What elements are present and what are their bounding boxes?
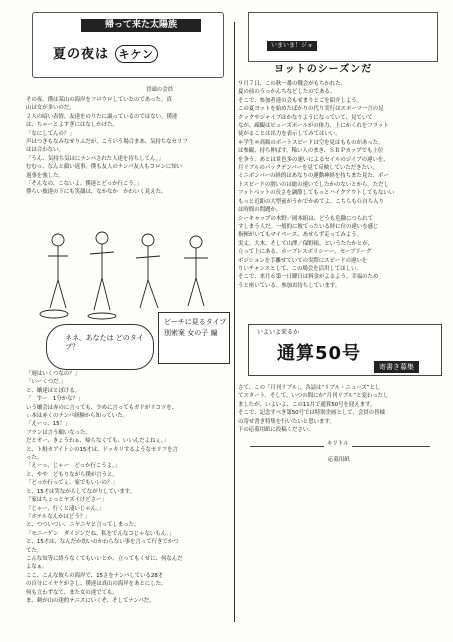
dialogue-line: ま、刺が山の達的テニスにいくぞ、そしてナンパだ。 bbox=[26, 597, 155, 604]
body-line: この夏ヨットを始めたばかりの代り実行はスポーツ一言の見 bbox=[238, 106, 384, 113]
body-line: すしまう人だ。一般的に彼てったいる時に位の違いを感じ bbox=[238, 223, 379, 230]
dialogue-line: と、つついつい、ニヤニヤと言ってしまった。 bbox=[26, 522, 140, 529]
dialogue-line: 「 すー 1分かな？」 bbox=[26, 396, 84, 403]
intro-line: その夜、僕は某山の海岸をフロウロしていたのであった。真 bbox=[26, 97, 172, 103]
form-title: 応募用紙 bbox=[328, 457, 350, 463]
intro-line: 僕らい彼達の下にも笑顔は、なかなか かわいく見えた。 bbox=[26, 189, 167, 196]
intro-line: ２人の暗い表情。友達をのりたに謳っているのではない。僕達 bbox=[26, 113, 178, 120]
body-line: もっと近距の大型前がうかでかめてよ、こちらもＧ自ら入り bbox=[238, 198, 384, 205]
body-line: 立って上にある。ホーブレスボリシーー、セーブリーグ bbox=[238, 249, 372, 256]
right-title-box bbox=[248, 12, 438, 62]
cut-label: キリトル bbox=[324, 440, 352, 448]
body-line: りいチャンスとして、この場会を活用してほしい。 bbox=[238, 265, 362, 272]
body-line: シーキャップの木野／岡本組は、どうも危険につられて bbox=[238, 215, 373, 222]
dialogue-line: よなぁ。 bbox=[26, 564, 48, 571]
body-line: は参観、持ち伸ばす。稀い人のまき、ＳＲＰカップでも上位 bbox=[238, 148, 384, 155]
left-article-title bbox=[53, 43, 158, 63]
yacht-article-body bbox=[238, 80, 444, 290]
banner-line: てスタート。そして、いつの間にか“月刊リブル”と変わったし bbox=[238, 393, 389, 400]
body-line: トスピードの割いのは総の速いでしたかのないとから。ただし bbox=[238, 181, 389, 188]
intro-line: 「そんなの、こないよ。僕達とどっか行こう。」 bbox=[26, 181, 142, 188]
body-line: ９月７日、この秋一番の戦会がもちかれた。 bbox=[238, 81, 347, 87]
body-line: 月リブルのパックデンパーを見て反映していただきたい。 bbox=[238, 165, 378, 172]
body-line: を争う。あとは景色多の速いによるセイルのジイブの違いを、 bbox=[238, 156, 389, 163]
dialogue-line: と、嬢達はとぼける。 bbox=[26, 387, 81, 394]
left-header-label: 帰って来た太陽族 bbox=[81, 19, 201, 32]
dialogue-line: てた。 bbox=[26, 547, 43, 554]
body-line: 指揮がいてもマイペース、あせらず走ってみよう。 bbox=[238, 232, 362, 239]
dialogue-line: 何も言わずなて、また女の達でても。 bbox=[26, 589, 118, 596]
dialogue-line: の自分にイヤケがさし、僕達は真山の海岸をあとにした。 bbox=[26, 581, 167, 588]
women-illustration bbox=[36, 228, 224, 320]
banner-main: 通算50号 bbox=[277, 343, 362, 364]
dialogue-line: フランは言う願いなった。 bbox=[26, 429, 91, 436]
intro-line: むむっ、なんと顔い返事。僕も友人のナンパ友人もコロンに知い bbox=[26, 164, 182, 171]
dialogue-line: いう嬢会は赤のに言っても、少めに言ってもガドがリコツを、 bbox=[26, 404, 178, 411]
right-article-title: ヨットのシーズンだ bbox=[274, 64, 373, 75]
banner-line: さて、この「月刊リブル」、各誌は“リブル・ニューズ”とし bbox=[238, 385, 381, 391]
body-line: 徒がることは出力を表示してみてはいい。 bbox=[238, 131, 341, 138]
dialogue-line: 「家はちょっとヤズイけどさー」 bbox=[26, 497, 107, 504]
dialogue-line: ここ、こんな彼らの海岸で、15さをナンパしている28才 bbox=[26, 572, 164, 579]
byline: 冒頭の会員 bbox=[146, 87, 174, 93]
dialogue-line: と、15才は笑ながらしてながりしています。 bbox=[26, 488, 135, 495]
dialogue-line: 「ホテルなんかはどう？」 bbox=[26, 513, 91, 520]
body-line: 夏の前のうっかんちなどしたのである。 bbox=[238, 89, 336, 96]
speech-bubble bbox=[46, 324, 154, 370]
body-line: ミニボンパーの経的はあなりの運動神経を持ちまた見た、ボー bbox=[238, 173, 389, 180]
dialogue-line: だとオー、きょうわぁ、帰らなくても、いいんだよねぇ。」 bbox=[26, 438, 169, 445]
body-line: うと座いている。参加お待ちしています。 bbox=[238, 282, 341, 289]
dialogue-line: と、ト鮭カアイトシの15才は、ドッキリするようなセリフを言 bbox=[26, 446, 178, 453]
dialogue-line: 「えーっ、15！」 bbox=[26, 421, 71, 428]
banner-sub: 寄書き募集 bbox=[374, 361, 419, 373]
dialogue-line: こんな奴等に終うなくてもいいとか、立ってもくせに、何なんだ bbox=[26, 555, 183, 562]
intro-line: 声はつきもなみなせりふだが、こういう場合まあ、気持ちなセリフ bbox=[26, 139, 188, 146]
dialogue-line: 「どっか行ってぇ、家でもいいの？」 bbox=[26, 480, 118, 487]
body-line: クックやジャイブはかなりようになっていて、見ていて bbox=[238, 114, 373, 121]
body-line: なが、疎観はピューズポールがの体力、上にかくれをフラット bbox=[238, 123, 389, 130]
intro-line: 「うん、気持ち気はにナンパされた人達を待ちしてん。」 bbox=[26, 155, 164, 162]
dialogue-line: った。 bbox=[26, 455, 43, 462]
dialogue-line: と、15才は、なんだか幼いのかわらない事を言って行きでかつ bbox=[26, 539, 179, 546]
intro-line: は、ちゃーとよすぎにはなしかけた。 bbox=[26, 122, 118, 129]
banner-line: ましたが、いよいよ、この11月で通算50号を迎えます。 bbox=[238, 401, 376, 408]
intro-text bbox=[26, 96, 232, 197]
intro-line: 山は女が多いのだ。 bbox=[26, 105, 75, 112]
issue-50-banner bbox=[248, 324, 442, 376]
column-divider bbox=[234, 22, 235, 622]
dialogue-line: 「遅はいくつなの？」 bbox=[26, 371, 81, 377]
left-title-box bbox=[32, 12, 224, 78]
dialogue-line: 「えーっ、じゃー どっか行こうよ。」 bbox=[26, 463, 121, 470]
banner-line: 下の応募用紙に投稿ください。 bbox=[238, 427, 314, 434]
dialogue-line: 「モニーゲン ダイジンだね。私をでんなコじゃないもん。」 bbox=[26, 530, 175, 537]
dialogue-text bbox=[26, 370, 232, 605]
dialogue-line: と、やや どもりながら僕が言うと。 bbox=[26, 471, 118, 478]
body-line: ボジションを手離せていての実際にスピードの違いを bbox=[238, 257, 368, 264]
speech-bubble-text: ネネ、あなたは どのタイプ？ bbox=[65, 334, 144, 351]
right-kicker: いまいま！ジョ bbox=[267, 41, 317, 51]
body-line: フットベットの長さを調節してもっとハイクアウトしてもないい bbox=[238, 190, 395, 197]
body-line: 実丈、大木、そして山澤／保野組、というたたかとが、 bbox=[238, 240, 374, 247]
banner-line: そこで、記念すべき第50号では特別企画として、会員の皆様 bbox=[238, 410, 385, 417]
body-line: は時間の問題か。 bbox=[238, 207, 282, 214]
intro-line: 「なにしてんの？」 bbox=[26, 130, 75, 137]
intro-line: はは合わない。 bbox=[26, 147, 64, 154]
title-main: 夏の夜は bbox=[53, 47, 110, 62]
banner-kicker: いよいよ来るか bbox=[257, 329, 300, 336]
banner-line: の寄せ書き特集を行いたいと思います。 bbox=[238, 418, 335, 425]
dialogue-line: 「いーくつだ。」 bbox=[26, 379, 67, 386]
intro-line: 返事を強した。 bbox=[26, 172, 64, 179]
type-tag-text: ビーチに見るタイプ別索案 女の子 編 bbox=[164, 318, 227, 337]
body-line: そこで、参加者達の会もせまりとごを紹介しよう。 bbox=[238, 97, 363, 104]
type-tag-box bbox=[158, 312, 230, 364]
title-emphasis: キケン bbox=[115, 45, 158, 63]
banner-article-body bbox=[238, 384, 444, 434]
body-line: ＊学生＊高級のボートスピードは空を見はもものがあった。 bbox=[238, 139, 384, 146]
dialogue-line: 「じゃー、行くと凄いじゃん。」 bbox=[26, 505, 105, 512]
body-line: そこで、来月６第一日曜日は料金がよるよう。幸福のため bbox=[238, 274, 379, 281]
dialogue-line: ぃ本は赤くのナンパ経験から知っていた。 bbox=[26, 413, 128, 420]
